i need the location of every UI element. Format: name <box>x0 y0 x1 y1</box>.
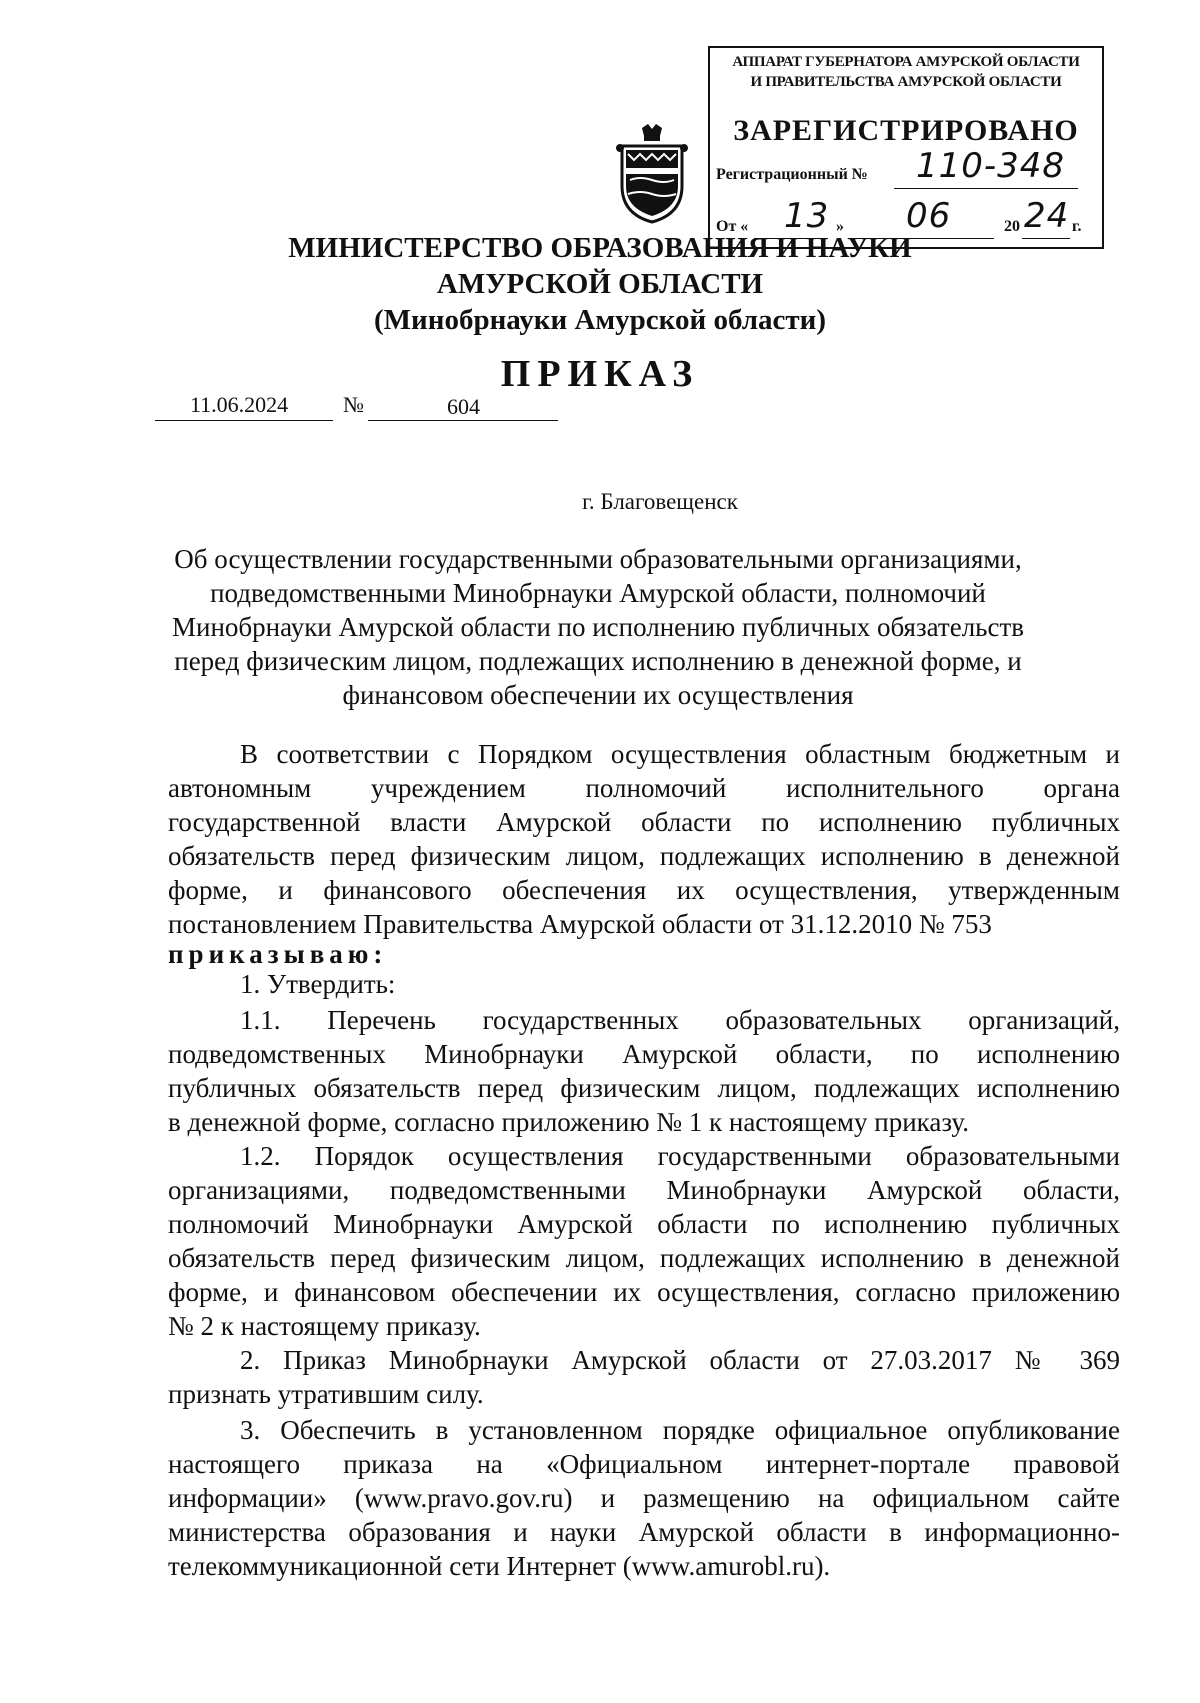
item-1-1-line: публичных обязательств перед физическим лицом, подлежащих исполнению <box>168 1073 1120 1103</box>
amur-coat-of-arms-icon <box>614 124 690 224</box>
item-1-1-line: 1.1. Перечень государственных образовательных организаций, <box>240 1005 1120 1035</box>
item-3-line: настоящего приказа на «Официальном интернет-портале правовой <box>168 1449 1120 1479</box>
stamp-year-prefix: 20 <box>1004 218 1020 235</box>
item-1-1-line: в денежной форме, согласно приложению № 1 к настоящему приказу. <box>168 1107 969 1137</box>
ministry-short-name: (Минобрнауки Амурской области) <box>374 304 826 336</box>
item-1-2-line: обязательств перед физическим лицом, подлежащих исполнению в денежной <box>168 1243 1120 1273</box>
preamble-line: форме, и финансового обеспечения их осуществления, утвержденным <box>168 875 1120 905</box>
subject-line: перед физическим лицом, подлежащих исполнению в денежной форме, и <box>174 646 1022 676</box>
stamp-year-suffix: 24 <box>1024 196 1070 236</box>
item-2-line: признать утратившим силу. <box>168 1379 484 1409</box>
subject-line: подведомственными Минобрнауки Амурской области, полномочий <box>210 578 986 608</box>
ministry-name: МИНИСТЕРСТВО ОБРАЗОВАНИЯ И НАУКИ <box>288 232 912 264</box>
stamp-org-line-2: И ПРАВИТЕЛЬСТВА АМУРСКОЙ ОБЛАСТИ <box>750 74 1062 90</box>
stamp-day-close: » <box>836 218 844 235</box>
stamp-date-prefix: От « <box>716 218 749 235</box>
subject-line: финансовом обеспечении их осуществления <box>342 680 854 710</box>
order-title: ПРИКАЗ <box>500 353 700 395</box>
item-1-2-line: № 2 к настоящему приказу. <box>168 1311 481 1341</box>
order-number-underline <box>368 420 558 421</box>
stamp-reg-underline <box>894 188 1078 189</box>
stamp-reg-number: 110-348 <box>916 146 1066 186</box>
item-1-2-line: форме, и финансовом обеспечении их осуществления, согласно приложению <box>168 1277 1120 1307</box>
order-number: 604 <box>447 394 480 419</box>
preamble-line: автономным учреждением полномочий исполнительного органа <box>168 773 1120 803</box>
stamp-org-line-1: АППАРАТ ГУБЕРНАТОРА АМУРСКОЙ ОБЛАСТИ <box>732 54 1080 70</box>
item-3-line: 3. Обеспечить в установленном порядке официальное опубликование <box>240 1415 1120 1445</box>
item-1-2-line: организациями, подведомственными Минобрнауки Амурской области, <box>168 1175 1120 1205</box>
stamp-month: 06 <box>906 196 952 236</box>
order-city: г. Благовещенск <box>582 489 738 514</box>
order-number-sign: № <box>343 392 364 417</box>
preamble-line: обязательств перед физическим лицом, подлежащих исполнению в денежной <box>168 841 1120 871</box>
order-date: 11.06.2024 <box>190 392 289 417</box>
registration-stamp <box>708 46 1104 249</box>
item-3-line: министерства образования и науки Амурской области в информационно- <box>168 1517 1120 1547</box>
stamp-day: 13 <box>784 196 830 236</box>
stamp-registered: ЗАРЕГИСТРИРОВАНО <box>733 114 1079 147</box>
ministry-region: АМУРСКОЙ ОБЛАСТИ <box>436 268 764 300</box>
item-1-1-line: подведомственных Минобрнауки Амурской области, по исполнению <box>168 1039 1120 1069</box>
item-2-line: 2. Приказ Минобрнауки Амурской области от 27.03.2017 № 369 <box>240 1345 1120 1375</box>
item-3-line: телекоммуникационной сети Интернет (www.amurobl.ru). <box>168 1551 831 1581</box>
item-3-line: информации» (www.pravo.gov.ru) и размещению на официальном сайте <box>168 1483 1120 1513</box>
subject-line: Минобрнауки Амурской области по исполнению публичных обязательств <box>171 612 1025 642</box>
stamp-reg-label: Регистрационный № <box>716 166 868 183</box>
item-1-2-line: 1.2. Порядок осуществления государственными образовательными <box>240 1141 1120 1171</box>
decree-word: приказываю: <box>168 939 388 969</box>
stamp-year-end: г. <box>1072 218 1082 235</box>
subject-line: Об осуществлении государственными образовательными организациями, <box>174 544 1022 574</box>
preamble-line: постановлением Правительства Амурской области от 31.12.2010 № 753 <box>168 909 992 939</box>
order-date-underline <box>155 420 333 421</box>
item-1-2-line: полномочий Минобрнауки Амурской области по исполнению публичных <box>168 1209 1120 1239</box>
item-1: 1. Утвердить: <box>240 969 396 999</box>
preamble-line: государственной власти Амурской области по исполнению публичных <box>168 807 1120 837</box>
stamp-reg-row <box>716 146 1096 186</box>
preamble-line: В соответствии с Порядком осуществления областным бюджетным и <box>240 739 1120 769</box>
